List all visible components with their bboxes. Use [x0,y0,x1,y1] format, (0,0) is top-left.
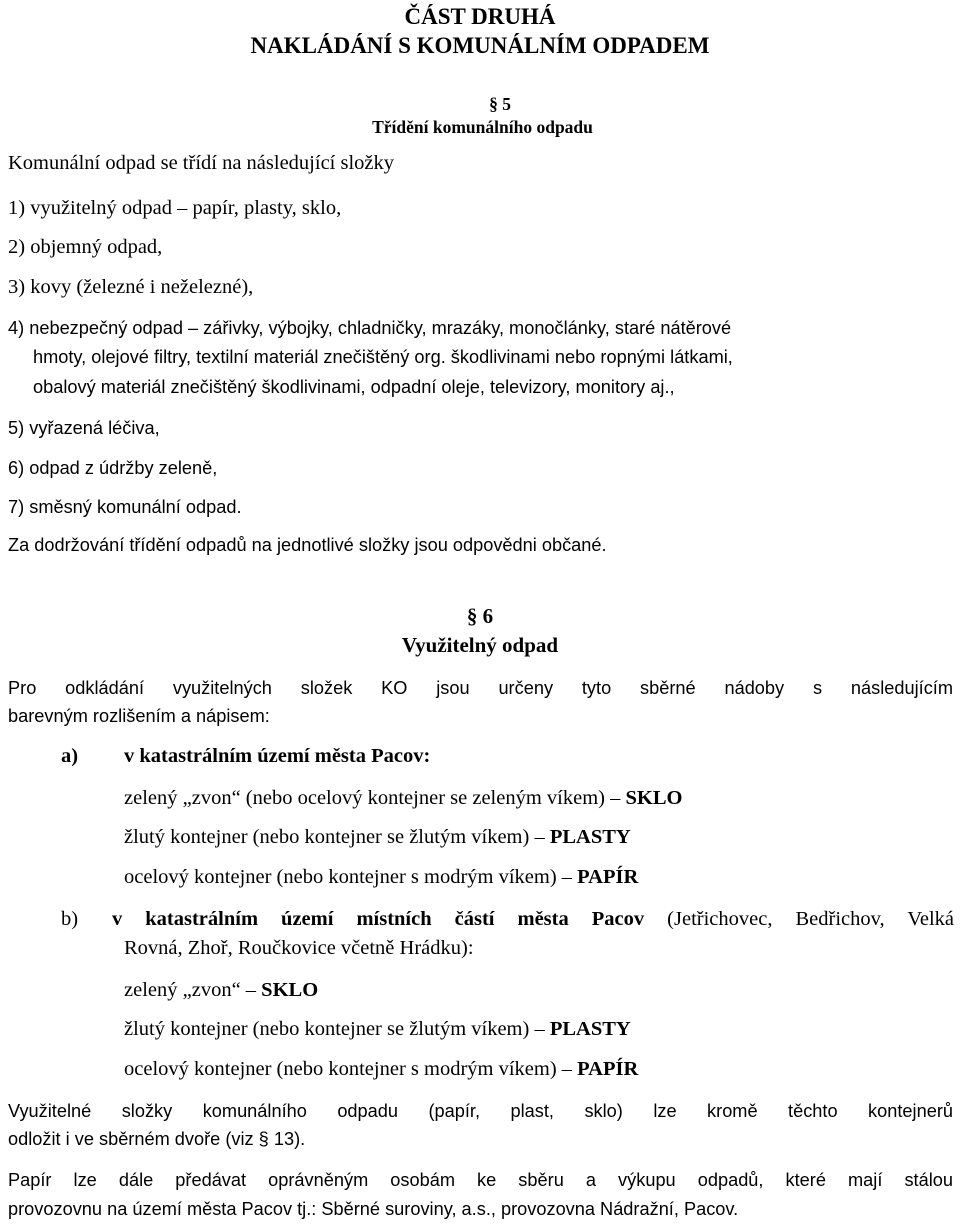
item-b-line: zelený „zvon“ – SKLO [124,979,319,1001]
item-a-line: žlutý kontejner (nebo kontejner se žlutým víkem) – PLASTY [124,826,631,848]
paragraph-2-line-1: Papír lze dále předávat oprávněným osobám ke sběru a výkupu odpadů, které mají stálou [8,1170,953,1190]
paragraph-1-line-2: odložit i ve sběrném dvoře (viz § 13). [8,1129,306,1149]
list-item: 2) objemný odpad, [8,236,163,258]
paragraph-2-line-2: provozovnu na území města Pacov tj.: Sběrné suroviny, a.s., provozovna Nádražní, Pacov. [8,1199,739,1219]
section-5-closing: Za dodržování třídění odpadů na jednotlivé složky jsou odpovědni občané. [8,535,607,555]
item-a-heading: v katastrálním území města Pacov: [124,745,431,767]
item-b-line: ocelový kontejner (nebo kontejner s modrým víkem) – PAPÍR [124,1058,639,1080]
list-item: 6) odpad z údržby zeleně, [8,458,218,478]
list-item: 4) nebezpečný odpad – zářivky, výbojky, chladničky, mrazáky, monočlánky, staré nátěrové [8,318,732,338]
section-5-number: § 5 [489,94,511,114]
list-item: obalový materiál znečištěný škodlivinami, odpadní oleje, televizory, monitory aj., [33,377,675,397]
paragraph-1-line-1: Využitelné složky komunálního odpadu (papír, plast, sklo) lze kromě těchto kontejnerů [8,1101,953,1121]
item-b-heading: v katastrálním území místních částí města Pacov (Jetřichovec, Bedřichov, Velká [112,908,954,930]
section-6-intro-line-1: Pro odkládání využitelných složek KO jsou určeny tyto sběrné nádoby s následujícím [8,678,953,698]
section-5-intro: Komunální odpad se třídí na následující složky [8,152,395,174]
item-a-marker: a) [61,745,79,767]
section-5-title: Třídění komunálního odpadu [372,117,593,137]
list-item: 1) využitelný odpad – papír, plasty, sklo, [8,197,342,219]
item-b-line: žlutý kontejner (nebo kontejner se žlutým víkem) – PLASTY [124,1018,631,1040]
list-item: 5) vyřazená léčiva, [8,418,160,438]
part-subtitle: NAKLÁDÁNÍ S KOMUNÁLNÍM ODPADEM [250,33,710,58]
list-item: 3) kovy (železné i neželezné), [8,276,254,298]
item-a-line: zelený „zvon“ (nebo ocelový kontejner se zeleným víkem) – SKLO [124,787,683,809]
part-title: ČÁST DRUHÁ [404,4,556,29]
item-b-marker: b) [61,908,79,930]
section-6-number: § 6 [466,604,494,628]
item-b-heading-cont: Rovná, Zhoř, Roučkovice včetně Hrádku): [124,937,474,959]
list-item: 7) směsný komunální odpad. [8,497,242,517]
item-a-line: ocelový kontejner (nebo kontejner s modrým víkem) – PAPÍR [124,866,639,888]
list-item: hmoty, olejové filtry, textilní materiál znečištěný org. škodlivinami nebo ropnými látkami, [33,347,733,367]
section-6-title: Využitelný odpad [401,633,559,657]
section-6-intro-line-2: barevným rozlišením a nápisem: [8,706,270,726]
